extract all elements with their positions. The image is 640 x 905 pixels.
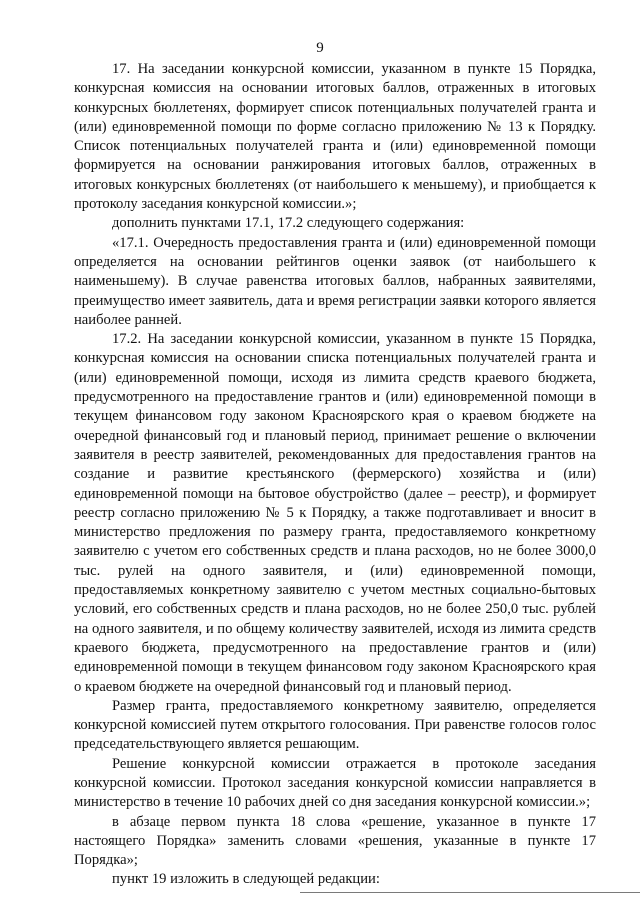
paragraph-17: 17. На заседании конкурсной комиссии, указанном в пункте 15 Порядка, конкурсная комиссия на основании итоговых баллов, отраженных в итоговых конкурсных бюллетенях, формирует список потенциальных получателей гранта и (или) единовременной помощи по форме согласно приложению № 13 к Порядку. Список потенциальных получателей гранта и (или) единовременной помощи формируется на основании ранжирования итоговых баллов, отраженных в итоговых конкурсных бюллетенях (от наибольшего к меньшему), и приобщается к протоколу заседания конкурсной комиссии.»;	[74, 61, 596, 213]
document-body	[74, 60, 596, 890]
paragraph-17-2: 17.2. На заседании конкурсной комиссии, указанном в пункте 15 Порядка, конкурсная комиссия на основании списка потенциальных получателей гранта и (или) единовременной помощи, исходя из лимита средств краевого бюджета, предусмотренного на предоставление грантов и (или) единовременной помощи в текущем финансовом году законом Красноярского края о краевом бюджете на очередной финансовый год и плановый период, принимает решение о включении заявителя в реестр заявителей, рекомендованных для предоставления грантов на создание и развитие крестьянского (фермерского) хозяйства и (или) единовременной помощи на бытовое обустройство (далее – реестр), и формирует реестр согласно приложению № 5 к Порядку, а также подготавливает и вносит в министерство предложения по размеру гранта, предоставляемого конкретному заявителю с учетом его собственных средств и плана расходов, но не более 3000,0 тыс. рулей на одного заявителя, и (или) единовременной помощи, предоставляемых конкретному заявителю с учетом местных социально-бытовых условий, его собственных средств и плана расходов, но не более 250,0 тыс. рублей на одного заявителя, и по общему количеству заявителей, исходя из лимита средств краевого бюджета, предусмотренного на предоставление грантов и (или) единовременной помощи в текущем финансовом году законом Красноярского края о краевом бюджете на очередной финансовый год и плановый период.	[74, 331, 596, 695]
paragraph-grant-size: Размер гранта, предоставляемого конкретному заявителю, определяется конкурсной комиссией путем открытого голосования. При равенстве голосов голос председательствующего является решающим.	[74, 697, 596, 753]
page-number: 9	[316, 40, 324, 56]
paragraph-18-amendment: в абзаце первом пункта 18 слова «решение, указанное в пункте 17 настоящего Порядка» заменить словами «решения, указанные в пункте 17 Порядка»;	[74, 813, 596, 869]
bottom-divider	[300, 892, 640, 893]
paragraph-17-1: «17.1. Очередность предоставления гранта и (или) единовременной помощи определяется на основании рейтингов оценки заявок (от наибольшего к наименьшему). В случае равенства итоговых баллов, набранных заявителями, преимущество имеет заявитель, дата и время регистрации заявки которого является наиболее ранней.	[74, 234, 596, 328]
paragraph-19-intro: пункт 19 изложить в следующей редакции:	[112, 871, 380, 888]
paragraph-commission-decision: Решение конкурсной комиссии отражается в протоколе заседания конкурсной комиссии. Протокол заседания конкурсной комиссии направляется в министерство в течение 10 рабочих дней со дня заседания конкурсной комиссии.»;	[74, 755, 596, 811]
paragraph-supplement-intro: дополнить пунктами 17.1, 17.2 следующего содержания:	[112, 215, 465, 232]
